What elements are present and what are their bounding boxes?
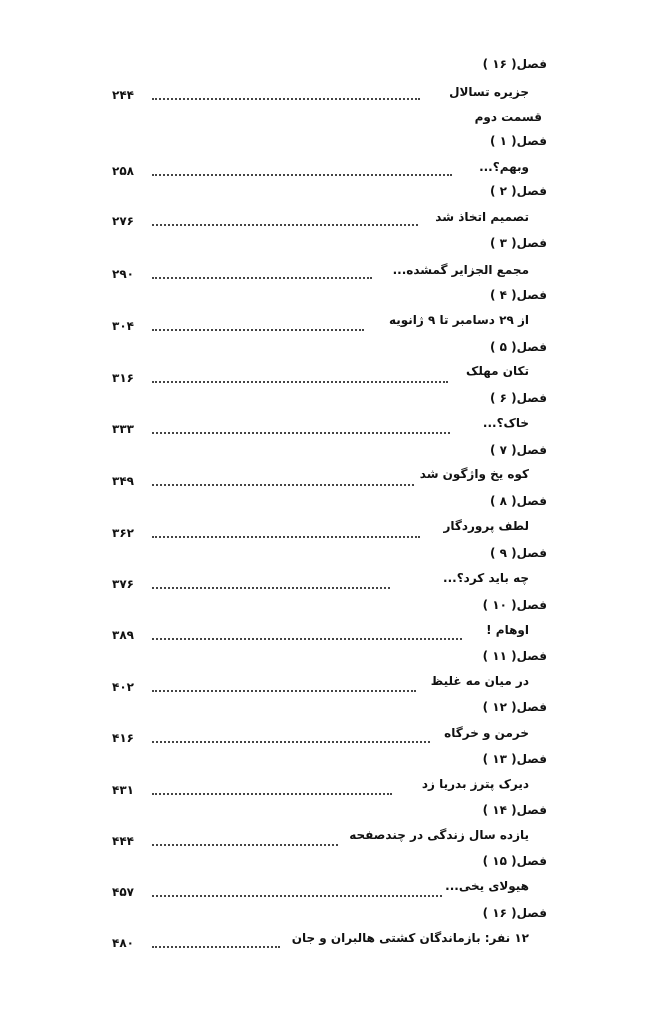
chapter-heading: فصل( ۱۳ ) — [482, 752, 547, 766]
entry-title: تکان مهلک — [466, 364, 529, 378]
entry-page-number: ۴۰۲ — [112, 680, 134, 694]
entry-title: دیرک پترز بدریا زد — [421, 777, 529, 791]
chapter-heading: فصل( ۹ ) — [489, 546, 547, 560]
entry-title: ۱۲ نفر: بازماندگان کشتی هالبران و جان — [291, 931, 529, 945]
entry-page-number: ۳۳۳ — [112, 422, 134, 436]
entry-title: از ۲۹ دسامبر تا ۹ ژانویه — [388, 313, 529, 327]
entry-page-number: ۲۷۶ — [112, 214, 134, 228]
dot-leader — [152, 587, 390, 589]
entry-title: تصمیم اتخاذ شد — [435, 210, 529, 224]
chapter-heading: فصل( ۳ ) — [489, 236, 547, 250]
dot-leader — [152, 329, 364, 331]
entry-page-number: ۴۸۰ — [112, 936, 134, 950]
chapter-heading: فصل( ۱۴ ) — [482, 803, 547, 817]
entry-title: یازده سال زندگی در چندصفحه — [349, 828, 529, 842]
dot-leader — [152, 638, 462, 640]
entry-page-number: ۳۱۶ — [112, 371, 134, 385]
chapter-heading: فصل( ۴ ) — [489, 288, 547, 302]
entry-title: در میان مه غلیظ — [430, 674, 529, 688]
entry-page-number: ۳۰۴ — [112, 319, 134, 333]
chapter-heading: فصل( ۲ ) — [489, 184, 547, 198]
dot-leader — [152, 844, 338, 846]
dot-leader — [152, 793, 392, 795]
chapter-heading: فصل( ۱۶ ) — [482, 57, 547, 71]
entry-title: خرمن و خرگاه — [444, 726, 529, 740]
chapter-heading: فصل( ۸ ) — [489, 494, 547, 508]
entry-title: کوه یخ واژگون شد — [419, 467, 529, 481]
dot-leader — [152, 895, 442, 897]
entry-page-number: ۴۱۶ — [112, 731, 134, 745]
entry-title: چه باید کرد؟... — [443, 571, 529, 585]
dot-leader — [152, 98, 420, 100]
part-heading: قسمت دوم — [474, 110, 542, 124]
chapter-heading: فصل( ۱۰ ) — [482, 598, 547, 612]
chapter-heading: فصل( ۶ ) — [489, 391, 547, 405]
entry-page-number: ۴۳۱ — [112, 783, 134, 797]
entry-title: خاک؟... — [482, 416, 529, 430]
entry-title: لطف پروردگار — [443, 519, 529, 533]
dot-leader — [152, 277, 372, 279]
entry-title: مجمع الجزایر گمشده... — [392, 263, 529, 277]
dot-leader — [152, 690, 416, 692]
chapter-heading: فصل( ۱ ) — [489, 134, 547, 148]
entry-page-number: ۲۵۸ — [112, 164, 134, 178]
chapter-heading: فصل( ۵ ) — [489, 340, 547, 354]
entry-page-number: ۴۵۷ — [112, 885, 134, 899]
dot-leader — [152, 174, 452, 176]
chapter-heading: فصل( ۱۱ ) — [482, 649, 547, 663]
dot-leader — [152, 484, 414, 486]
dot-leader — [152, 224, 418, 226]
entry-page-number: ۳۷۶ — [112, 577, 134, 591]
entry-page-number: ۳۸۹ — [112, 628, 134, 642]
dot-leader — [152, 381, 448, 383]
chapter-heading: فصل( ۱۲ ) — [482, 700, 547, 714]
entry-page-number: ۲۴۴ — [112, 88, 134, 102]
entry-title: اوهام ! — [486, 623, 529, 637]
entry-title: وبهم؟... — [479, 160, 529, 174]
entry-title: هیولای یخی... — [445, 879, 529, 893]
chapter-heading: فصل( ۷ ) — [489, 443, 547, 457]
entry-page-number: ۲۹۰ — [112, 267, 134, 281]
entry-page-number: ۴۴۴ — [112, 834, 134, 848]
entry-page-number: ۳۶۲ — [112, 526, 134, 540]
entry-title: جزیره تسالال — [449, 85, 529, 99]
dot-leader — [152, 946, 280, 948]
chapter-heading: فصل( ۱۵ ) — [482, 854, 547, 868]
dot-leader — [152, 741, 430, 743]
entry-page-number: ۳۴۹ — [112, 474, 134, 488]
dot-leader — [152, 536, 420, 538]
dot-leader — [152, 432, 450, 434]
chapter-heading: فصل( ۱۶ ) — [482, 906, 547, 920]
